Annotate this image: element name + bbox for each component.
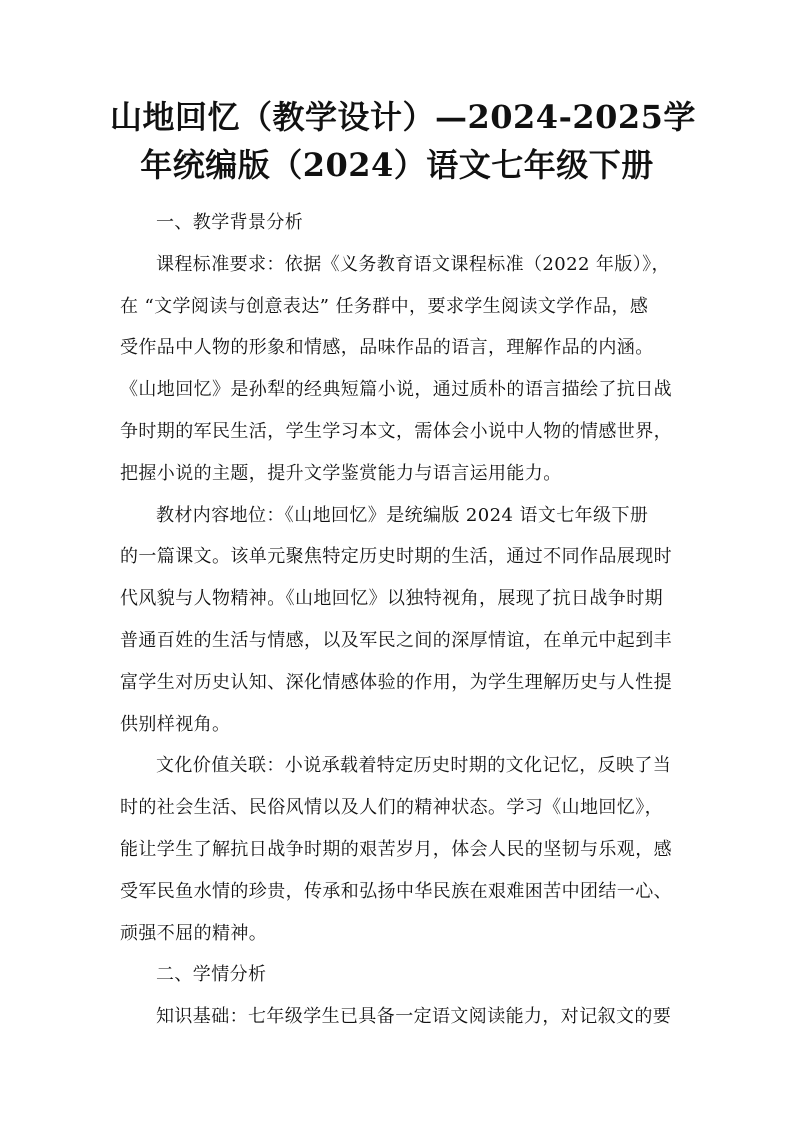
paragraph-line: 受军民鱼水情的珍贵，传承和弘扬中华民族在艰难困苦中团结一心、 <box>120 880 672 902</box>
title-line: 山地回忆（教学设计）—2024-2025学 <box>110 98 696 136</box>
paragraph-line: 把握小说的主题，提升文学鉴赏能力与语言运用能力。 <box>120 462 562 484</box>
paragraph-line: 普通百姓的生活与情感，以及军民之间的深厚情谊，在单元中起到丰 <box>120 629 672 651</box>
section-heading-learner-analysis: 二、学情分析 <box>156 964 267 986</box>
title-line: 年统编版（2024）语文七年级下册 <box>140 146 654 184</box>
paragraph-line: 在 “文学阅读与创意表达” 任务群中，要求学生阅读文学作品，感 <box>120 295 649 317</box>
document-body <box>120 202 680 1038</box>
paragraph-line: 供别样视角。 <box>120 713 231 735</box>
paragraph-line: 教材内容地位：《山地回忆》是统编版 2024 语文七年级下册 <box>156 504 649 526</box>
paragraph-line: 的一篇课文。该单元聚焦特定历史时期的生活，通过不同作品展现时 <box>120 546 672 568</box>
paragraph-line: 文化价值关联：小说承载着特定历史时期的文化记忆，反映了当 <box>156 755 672 777</box>
paragraph-line: 知识基础：七年级学生已具备一定语文阅读能力，对记叙文的要 <box>156 1006 672 1028</box>
paragraph-line: 顽强不屈的精神。 <box>120 922 268 944</box>
paragraph-line: 《山地回忆》是孙犁的经典短篇小说，通过质朴的语言描绘了抗日战 <box>120 379 672 401</box>
paragraph-line: 富学生对历史认知、深化情感体验的作用，为学生理解历史与人性提 <box>120 671 672 693</box>
paragraph-line: 受作品中人物的形象和情感，品味作品的语言，理解作品的内涵。 <box>120 337 654 359</box>
paragraph-line: 代风貌与人物精神。《山地回忆》以独特视角，展现了抗日战争时期 <box>120 588 663 610</box>
paragraph-line: 争时期的军民生活，学生学习本文，需体会小说中人物的情感世界， <box>120 420 672 442</box>
paragraph-line: 能让学生了解抗日战争时期的艰苦岁月，体会人民的坚韧与乐观，感 <box>120 838 672 860</box>
paragraph-line: 时的社会生活、民俗风情以及人们的精神状态。学习《山地回忆》， <box>120 797 663 819</box>
paragraph-line: 课程标准要求：依据《义务教育语文课程标准（2022 年版）》， <box>156 253 670 275</box>
section-heading-background: 一、教学背景分析 <box>156 212 304 233</box>
document-title <box>110 93 696 189</box>
